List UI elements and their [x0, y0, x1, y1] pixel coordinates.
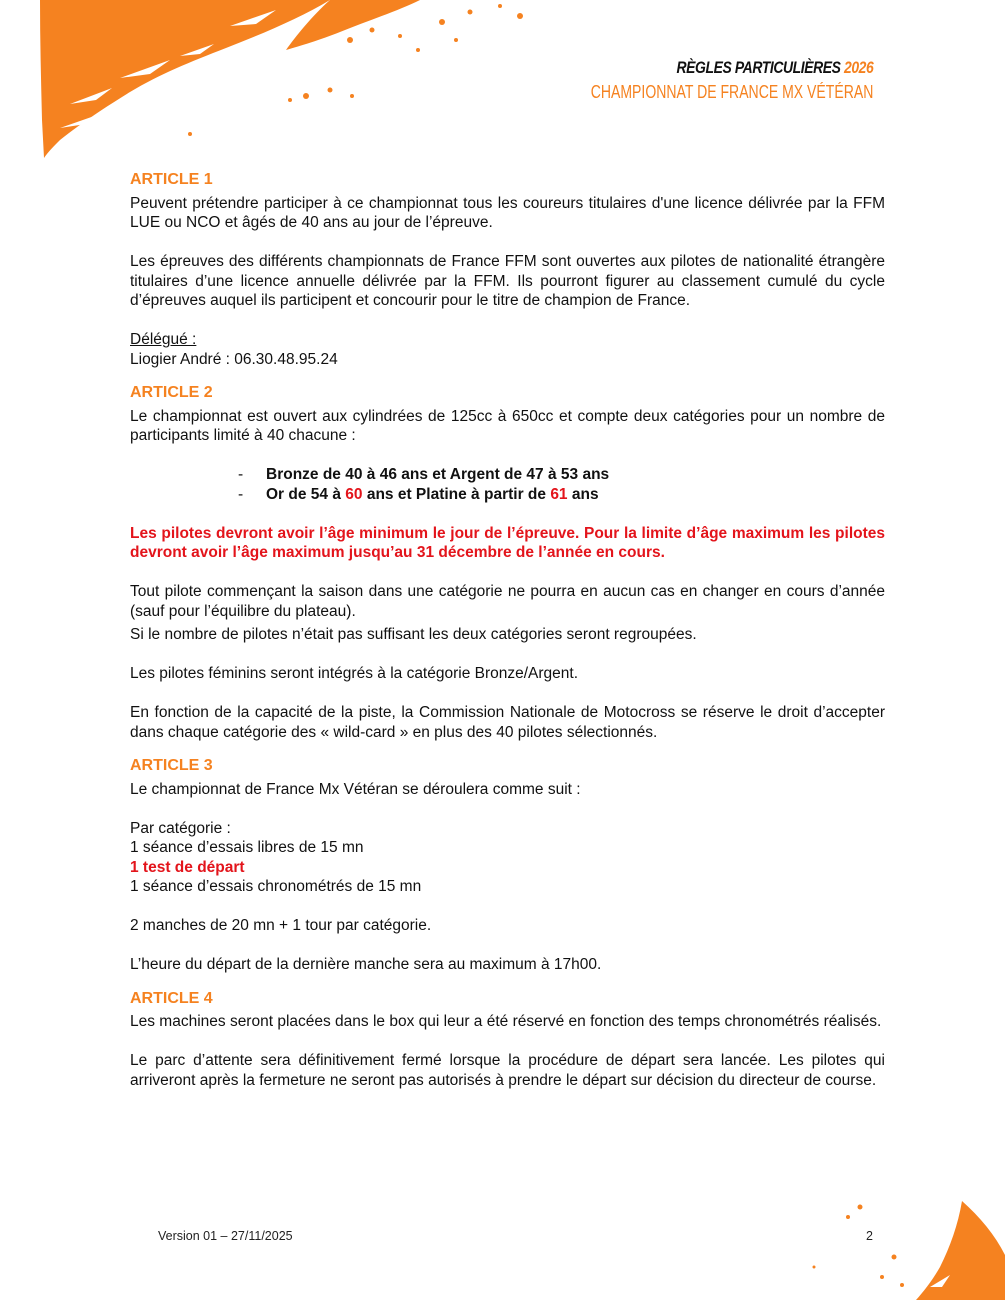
- article-2-paragraph-3: Si le nombre de pilotes n’était pas suffisant les deux catégories seront regroupées.: [130, 626, 697, 643]
- category-or-upper-age: 60: [345, 485, 363, 503]
- document-header: [511, 58, 873, 103]
- category-or-platine-part-2: ans et Platine à partir de: [362, 485, 551, 503]
- document-body: [130, 170, 885, 1090]
- article-3-title: ARTICLE 3: [130, 757, 213, 774]
- article-3-paragraph-3: L’heure du départ de la dernière manche sera au maximum à 17h00.: [130, 956, 602, 973]
- header-title: [576, 58, 873, 78]
- category-bronze-argent: Bronze de 40 à 46 ans et Argent de 47 à 53 ans: [266, 466, 610, 483]
- article-2-paragraph-1: Le championnat est ouvert aux cylindrées de 125cc à 650cc et compte deux catégories pour un nombre de participants limité à 40 chacune :: [130, 407, 885, 444]
- category-item: [130, 485, 885, 505]
- schedule-start-test: 1 test de départ: [130, 858, 245, 876]
- article-3-paragraph-2: 2 manches de 20 mn + 1 tour par catégorie.: [130, 917, 432, 934]
- article-4-paragraph-2: Le parc d’attente sera définitivement fermé lorsque la procédure de départ sera lancée. Les pilotes qui arriveront après la fermeture ne seront pas autorisés à prendre le départ sur décision du directeur de course.: [130, 1052, 885, 1089]
- article-1-paragraph-1: Peuvent prétendre participer à ce championnat tous les coureurs titulaires d'une licence délivrée par la FFM LUE ou NCO et âgés de 40 ans au jour de l’épreuve.: [130, 194, 885, 231]
- schedule-heading: Par catégorie :: [130, 819, 231, 837]
- header-title-main: RÈGLES PARTICULIÈRES: [676, 58, 841, 77]
- article-1-title: ARTICLE 1: [130, 171, 213, 188]
- category-list: [130, 465, 885, 504]
- article-2-title: ARTICLE 2: [130, 384, 213, 401]
- article-2-paragraph-2: Tout pilote commençant la saison dans une catégorie ne pourra en aucun cas en changer en cours d’année (sauf pour l’équilibre du plateau).: [130, 583, 885, 620]
- article-1-paragraph-2: Les épreuves des différents championnats de France FFM sont ouvertes aux pilotes de nationalité étrangère titulaires d’une licence annuelle délivrée par la FFM. Ils pourront figurer au classement cumulé du cycle d’épreuves auquel ils participent et concourir pour le titre de champion de France.: [130, 253, 885, 309]
- bullet-dash: -: [238, 466, 244, 483]
- age-limit-warning: Les pilotes devront avoir l’âge minimum le jour de l’épreuve. Pour la limite d’âge maximum les pilotes devront avoir l’âge maximum jusqu’au 31 décembre de l’année en cours.: [130, 524, 885, 561]
- article-2-paragraph-5: En fonction de la capacité de la piste, la Commission Nationale de Motocross se réserve le droit d’accepter dans chaque catégorie des « wild-card » en plus des 40 pilotes sélectionnés.: [130, 704, 885, 741]
- brush-stroke-top-left: [0, 0, 560, 170]
- footer-version: Version 01 – 27/11/2025: [158, 1229, 293, 1243]
- category-or-platine-part-1: Or de 54 à: [266, 485, 346, 503]
- header-title-year: 2026: [843, 58, 873, 77]
- header-subtitle: CHAMPIONNAT DE FRANCE MX VÉTÉRAN: [590, 82, 873, 102]
- article-3-paragraph-1: Le championnat de France Mx Vétéran se déroulera comme suit :: [130, 780, 581, 798]
- article-4-paragraph-1: Les machines seront placées dans le box qui leur a été réservé en fonction des temps chronométrés réalisés.: [130, 1013, 882, 1030]
- article-2-paragraph-4: Les pilotes féminins seront intégrés à la catégorie Bronze/Argent.: [130, 665, 579, 682]
- page-number: 2: [866, 1229, 873, 1243]
- category-item: [130, 465, 885, 485]
- schedule-timed-practice: 1 séance d’essais chronométrés de 15 mn: [130, 878, 422, 895]
- delegate-value: Liogier André : 06.30.48.95.24: [130, 350, 338, 368]
- category-platine-min-age: 61: [550, 485, 568, 503]
- delegate-label: Délégué :: [130, 331, 197, 348]
- bullet-dash: -: [238, 485, 244, 503]
- brush-stroke-bottom-right: [790, 1195, 1005, 1300]
- schedule-free-practice: 1 séance d’essais libres de 15 mn: [130, 839, 364, 856]
- category-or-platine-part-3: ans: [567, 485, 599, 503]
- article-4-title: ARTICLE 4: [130, 989, 213, 1007]
